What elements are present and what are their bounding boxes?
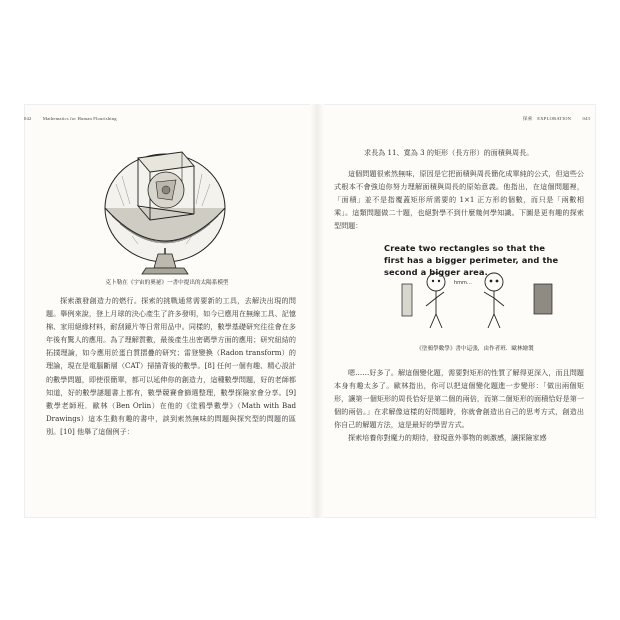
left-paragraph: 探索激發創造力的燃行。探索的挑戰通常需要新的工具，去解決出現的問題。舉例來說，登上月球的決心產生了許多發明，如今已應用在無線工具、記憶棉、家用絕緣材料，耐刮鏡片等日常用品中。同樣的，數學基礎研究往往會在多年後有驚人的應用。為了理解質數，最後產生出密碼學方面的應用；研究紐結的拓撲理論，如今應用於蛋白質摺疊的研究；雷登變換（Radon transform）的理論，現在是電腦斷層（CAT）掃描背後的數學。[8] 任何一個有趣、精心設計的數學問題，即使很簡單，都可以延伸你的創造力，這種數學問題，好的老師都知道，好的數學謎題書上都有，數學競賽會篩選整理，數學探險家會分享。[9] 數學老師班．歐林（Ben Orlin）在他的《塗鴉學數學》（Math with Bad Drawings）這本生動有趣的書中，談到索然無味的問題與探究型的問題的區別。[10] 他舉了這個例子：: [46, 296, 296, 436]
speech-text: hmm…: [454, 280, 472, 286]
right-page-number: 043: [582, 116, 590, 121]
kepler-cosmos-figure: [102, 144, 228, 276]
rectangle-problem-line: 求長為 11、寬為 3 的矩形（長方形）的面積與周長。: [364, 148, 534, 157]
kepler-model-illustration: [102, 144, 228, 276]
right-running-head: [523, 116, 590, 122]
book-spread: [24, 104, 596, 518]
cartoon-caption: 《塗鴉學數學》書中這張，由作者班．歐林繪製: [416, 346, 534, 352]
left-running-head: [24, 116, 117, 121]
right-body-text-bottom: [334, 366, 584, 445]
right-chapter-title: 探索 EXPLORATION: [522, 116, 572, 121]
right-page: [324, 104, 596, 518]
left-book-title: Mathematics for Human Flourishing: [42, 116, 117, 121]
right-paragraph-1: 這個問題很索然無味，原因是它把面積與周長簡化成單純的公式，但這些公式根本不會強迫你努力理解面積與周長的原始意義。他指出，在這個問題裡，「面積」並不是指覆蓋矩形所需要的 1×1 正方形的個數，而只是「兩數相乘」。這類問題做二十題，也絕對學不到什麼幾何學知識。下圖是更有趣的探索型問題：: [334, 169, 584, 231]
book-gutter: [310, 104, 324, 518]
bad-drawings-cartoon: [384, 242, 566, 338]
right-paragraph-2: 嗯……好多了。解這個變化題，需要對矩形的性質了解得更深入，而且問題本身有趣太多了。歐林指出，你可以把這個變化題進一步變形：「做出兩個矩形，讓第一個矩形的周長恰好是第二個的兩倍，而第二個矩形的面積恰好是第一個的兩倍。」在求解像這樣的好問題時，你就會創造出自己的思考方式，創造出你自己的解題方法，這是最好的學習方式。: [334, 368, 584, 430]
cartoon-prompt-text: Create two rectangles so that the first has a bigger perimeter, and the second a bigger area.: [384, 243, 559, 277]
left-page-number: 042: [24, 116, 32, 121]
left-body-text: [46, 294, 296, 438]
right-paragraph-3: 探索培養你對魔力的期待，發現意外事物的刺激感，讓探險家感: [348, 433, 547, 443]
right-body-text-top: [334, 146, 584, 233]
figure-caption: 克卜勒在《宇宙的奧祕》一書中提出的太陽系模型: [105, 280, 229, 286]
stick-figures-drawing: [384, 270, 566, 330]
left-page: [24, 104, 310, 518]
